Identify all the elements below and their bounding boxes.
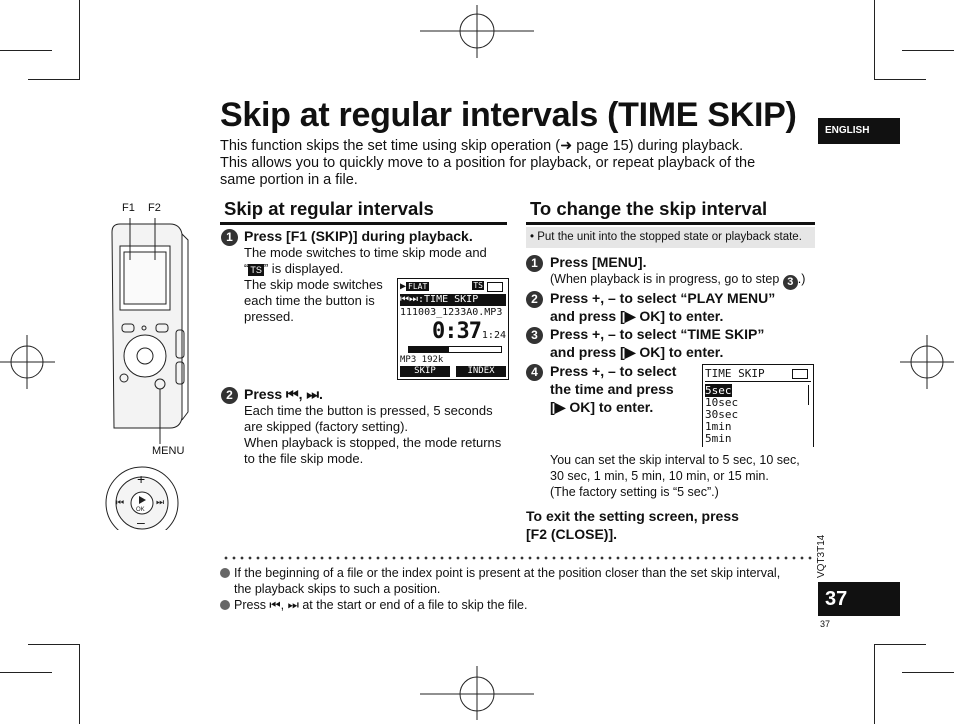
progress-bar: [408, 346, 502, 353]
step-line: the time and press: [550, 381, 674, 397]
subnote-end: .): [797, 272, 806, 286]
language-label: ENGLISH: [825, 125, 870, 136]
step-title: Press [F1 (SKIP)] during playback.: [244, 228, 473, 244]
eq-flat: FLAT: [408, 282, 428, 291]
step-title: Press [MENU].: [550, 254, 647, 270]
exit-instruction: [526, 507, 739, 543]
lcd-option-list: [705, 385, 811, 445]
intro-line: same portion in a file.: [220, 172, 358, 188]
desc-line: The skip mode switches: [244, 277, 383, 292]
lcd-mode: TIME SKIP: [424, 294, 479, 305]
precondition-text: Put the unit into the stopped state or playback state.: [537, 231, 802, 243]
step-number: 1: [221, 229, 238, 246]
device-illustration: [100, 200, 210, 530]
lcd-status-row: [400, 281, 506, 293]
notes: [220, 565, 820, 613]
lcd-menu-title-row: [705, 367, 811, 380]
dotted-separator: [222, 556, 814, 560]
minus-label: –: [137, 514, 145, 530]
bullet: •: [530, 231, 538, 243]
page-badge-number: 37: [825, 588, 848, 610]
exit-line: To exit the setting screen, press: [526, 508, 739, 524]
step-description: [244, 403, 514, 467]
info-line: You can set the skip interval to 5 sec, 10 sec,: [550, 453, 800, 467]
lcd-mode-row: [400, 294, 506, 306]
step-number: 2: [526, 291, 543, 308]
f1-label: F1: [122, 202, 135, 214]
lcd-time-row: [400, 319, 506, 343]
play-icon: ▶: [400, 281, 407, 292]
step-line: and press [▶ OK] to enter.: [550, 344, 724, 360]
lcd-menu-title: TIME SKIP: [705, 367, 765, 380]
menu-label: MENU: [152, 445, 185, 457]
ts-badge: TS: [473, 281, 483, 290]
note-item: [220, 565, 820, 581]
plus-label: +: [137, 471, 146, 487]
interval-info: [550, 452, 820, 500]
step-number: 4: [526, 364, 543, 381]
step-line: [▶ OK] to enter.: [550, 399, 654, 415]
step-subnote: [550, 271, 805, 288]
desc-text: ” is displayed.: [263, 261, 344, 276]
step-number: 1: [526, 255, 543, 272]
f2-function: INDEX: [456, 366, 506, 377]
note-item: [220, 597, 820, 613]
intro-line: This function skips the set time using skip operation (➜ page 15) during playback.: [220, 138, 744, 154]
playback-lcd: [397, 278, 509, 380]
desc-line: [244, 261, 504, 277]
svg-text:⏭: ⏭: [156, 498, 165, 508]
desc-line: are skipped (factory setting).: [244, 419, 409, 434]
lcd-option: 10sec: [705, 396, 739, 409]
section-heading-skip-regular: Skip at regular intervals: [220, 198, 507, 225]
quote-open: “: [244, 261, 249, 276]
info-line: 30 sec, 1 min, 5 min, 10 min, or 15 min.: [550, 469, 769, 483]
lcd-option: 1min: [705, 420, 732, 433]
info-line: (The factory setting is “5 sec”.): [550, 485, 719, 499]
desc-line: When playback is stopped, the mode returns: [244, 435, 502, 450]
step-number: 3: [526, 327, 543, 344]
subnote-text: (When playback is in progress, go to step: [550, 272, 780, 286]
lcd-file: 111003_1233A0.MP3: [400, 307, 503, 318]
progress-row: [400, 345, 506, 353]
bullet-icon: [220, 568, 230, 578]
time-skip-menu-lcd: [702, 364, 814, 447]
step-title: Press ⏮, ⏭.: [244, 386, 323, 402]
desc-line: to the file skip mode.: [244, 451, 364, 466]
model-code: VQT3T14: [816, 534, 827, 578]
step-line: Press +, – to select “PLAY MENU”: [550, 290, 776, 306]
step-line: Press +, – to select “TIME SKIP”: [550, 326, 765, 342]
language-tab: [818, 118, 900, 144]
bullet-icon: [220, 600, 230, 610]
total-time: 1:24: [481, 330, 506, 341]
exit-line: [F2 (CLOSE)].: [526, 526, 617, 542]
desc-line: Each time the button is pressed, 5 seconds: [244, 403, 493, 418]
intro-line: This allows you to quickly move to a position for playback, or repeat playback of the: [220, 155, 756, 171]
step-title: [550, 362, 676, 416]
elapsed-time: 0:37: [432, 319, 481, 344]
step-title: [550, 325, 764, 361]
page-number: 37: [820, 619, 831, 629]
f1-function: SKIP: [400, 366, 450, 377]
page-title: Skip at regular intervals (TIME SKIP): [220, 96, 797, 134]
section-heading-change-interval: To change the skip interval: [526, 198, 815, 225]
intro-text: [220, 138, 800, 189]
step-number: 2: [221, 387, 238, 404]
note-text: the playback skips to such a position.: [234, 582, 441, 596]
progress-fill: [409, 347, 449, 352]
note-item-continued: [220, 581, 820, 597]
step-line: Press +, – to select: [550, 363, 677, 379]
lcd-format: MP3 192k: [400, 355, 444, 365]
battery-icon: [487, 282, 503, 292]
note-text: If the beginning of a file or the index point is present at the position closer than the set skip interval,: [234, 566, 781, 580]
lcd-option: 30sec: [705, 408, 739, 421]
f2-label: F2: [148, 202, 161, 214]
lcd-option-text: 5sec: [705, 384, 732, 397]
desc-line: The mode switches to time skip mode and: [244, 245, 487, 260]
note-text: Press ⏮, ⏭ at the start or end of a file to skip the file.: [234, 598, 528, 612]
page-badge: [818, 582, 900, 616]
lcd-option: 5min: [705, 432, 732, 445]
desc-line: pressed.: [244, 309, 294, 324]
lcd-function-row: [400, 366, 506, 377]
svg-text:⏮: ⏮: [116, 498, 125, 508]
battery-icon: [792, 369, 808, 379]
desc-line: each time the button is: [244, 293, 375, 308]
svg-text:OK: OK: [136, 507, 145, 513]
step-ref-number: 3: [783, 275, 798, 290]
step-line: and press [▶ OK] to enter.: [550, 308, 724, 324]
ts-icon: TS: [250, 265, 262, 275]
step-title: [550, 289, 775, 325]
recorder-drawing: [100, 200, 210, 530]
precondition-box: [526, 227, 815, 248]
skip-icons: ⏮⏭:: [400, 294, 425, 305]
